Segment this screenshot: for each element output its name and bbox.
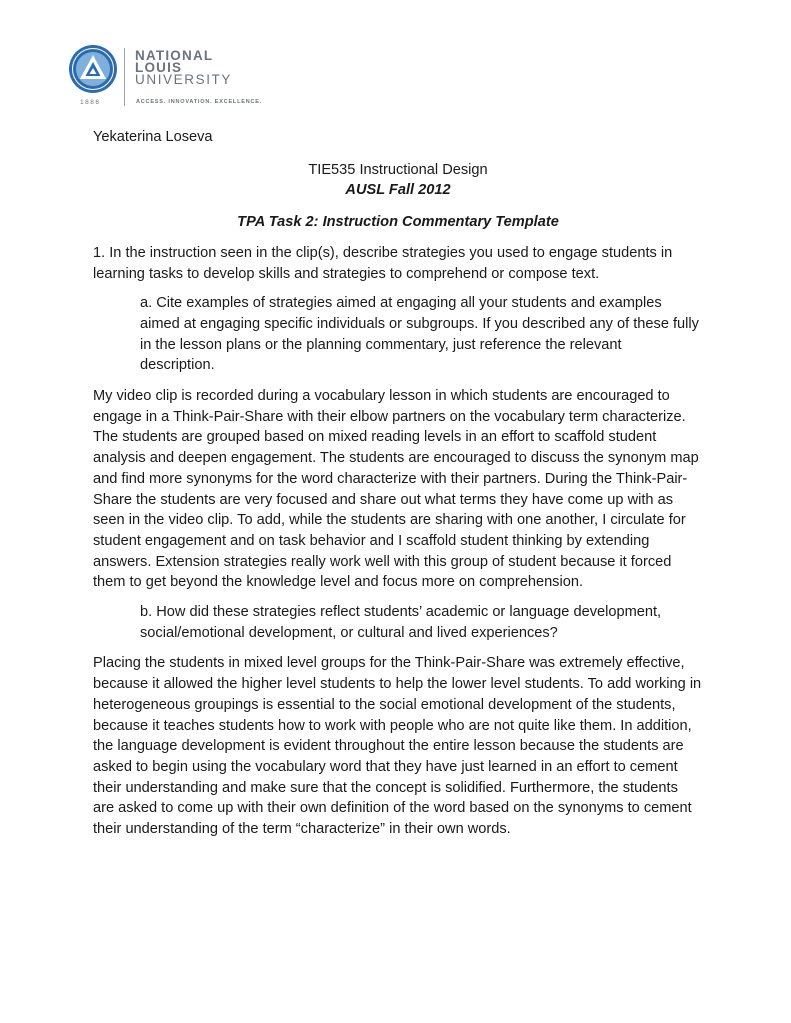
- document-body: [93, 118, 703, 840]
- university-name: [135, 50, 232, 86]
- answer-1b: Placing the students in mixed level groups for the Think-Pair-Share was extremely effective, because it allowed the higher level students to help the lower level students. To add working in heterogeneous groupings is essential to the social emotional development of the students, because it teaches students how to work with people who are not quite like them. In addition, the language development is evident throughout the entire lesson because the students are asked to begin using the vocabulary word that they have just learned in an effort to cement their understanding and make sure that the concept is solidified. Furthermore, the students are asked to come up with their own definition of the word based on the synonyms to cement their understanding of the term “characterize” in their own words.: [93, 655, 702, 838]
- university-name-line-2: LOUIS: [135, 60, 183, 75]
- university-logo: [68, 42, 308, 112]
- course-term: AUSL Fall 2012: [345, 182, 451, 199]
- author-name: Yekaterina Loseva: [93, 129, 213, 145]
- question-1b: b. How did these strategies reflect students’ academic or language development, social/emotional development, or cultural and lived experiences?: [140, 604, 662, 641]
- university-tagline: ACCESS. INNOVATION. EXCELLENCE.: [136, 99, 263, 105]
- university-seal-icon: [68, 44, 118, 94]
- question-1a: a. Cite examples of strategies aimed at engaging all your students and examples aimed at engaging specific individuals or subgroups. If you described any of these fully in the lesson plans or the planning commentary, just reference the relevant description.: [140, 295, 699, 374]
- founding-year: 1886: [80, 99, 101, 106]
- task-title: TPA Task 2: Instruction Commentary Template: [237, 214, 559, 231]
- university-name-line-1: NATIONAL: [135, 48, 214, 63]
- university-name-line-3: UNIVERSITY: [135, 72, 233, 87]
- course-title: TIE535 Instructional Design: [308, 161, 488, 178]
- answer-1a: My video clip is recorded during a vocabulary lesson in which students are encouraged to engage in a Think-Pair-Share with their elbow partners on the vocabulary term characterize. The students are grouped based on mixed reading levels in an effort to scaffold student analysis and deepen engagement. The students are encouraged to discuss the synonym map and find more synonyms for the word characterize with their partners. During the Think-Pair-Share the students are very focused and share out what terms they have come up with as seen in the video clip. To add, while the students are sharing with one another, I circulate for student engagement and on task behavior and I scaffold student thinking by extending answers. Extension strategies really work well with this group of student because it forced them to get beyond the knowledge level and focus more on comprehension.: [93, 388, 699, 591]
- question-1: 1. In the instruction seen in the clip(s), describe strategies you used to engage students in learning tasks to develop skills and strategies to comprehend or compose text.: [93, 244, 673, 282]
- logo-divider: [124, 48, 125, 106]
